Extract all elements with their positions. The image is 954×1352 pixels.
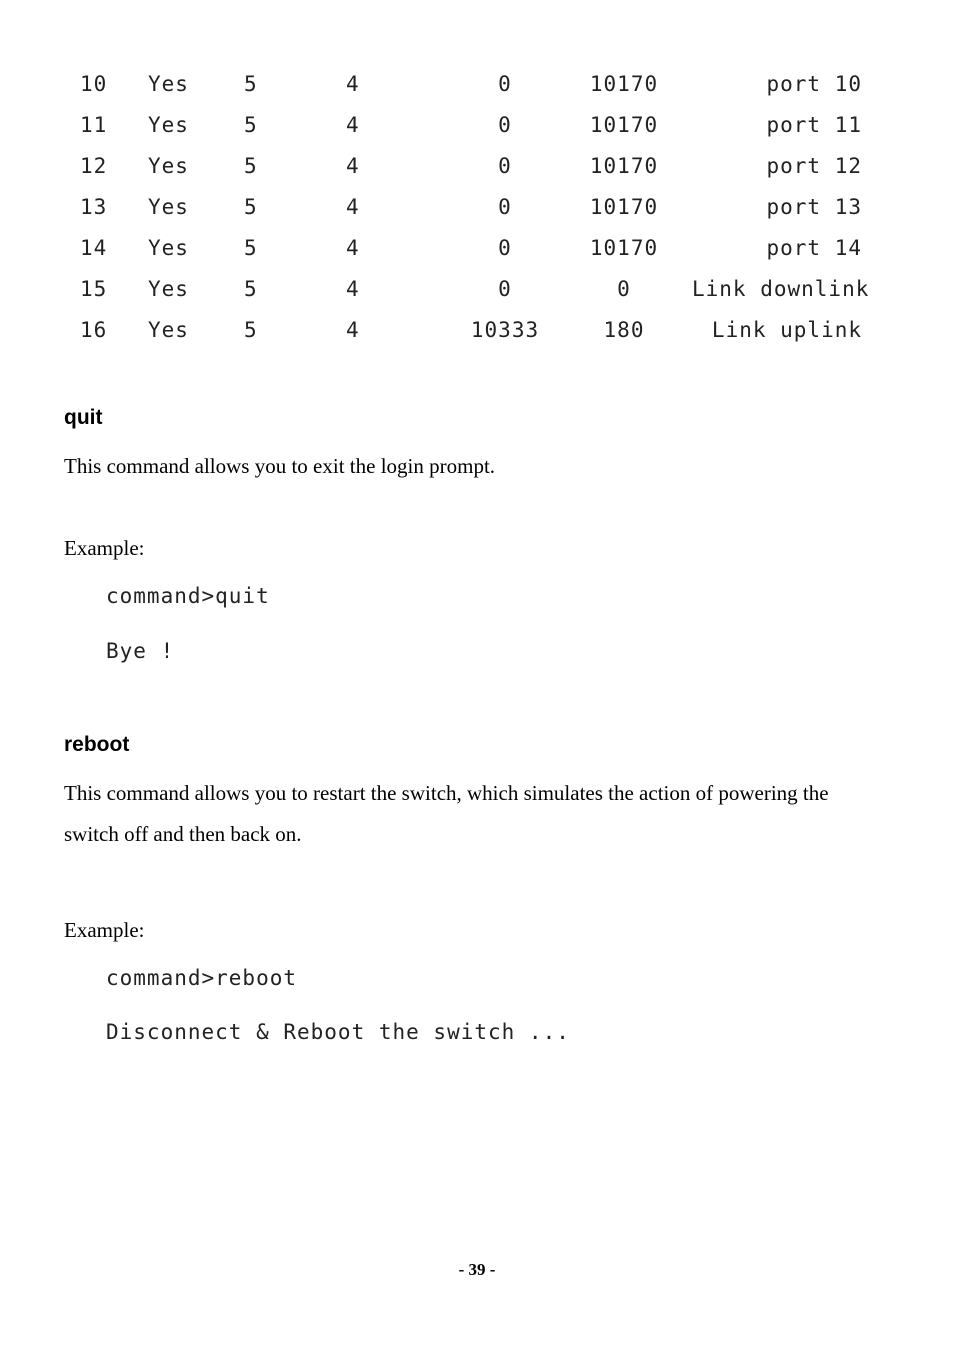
port-name: port 14: [766, 236, 862, 260]
port-number: 16: [80, 318, 108, 342]
quit-description: This command allows you to exit the login prompt.: [64, 454, 496, 478]
quit-code-line: Bye !: [106, 639, 175, 663]
table-row: [0, 228, 954, 269]
port-enabled: Yes: [148, 154, 189, 178]
port-number: 14: [80, 236, 108, 260]
port-value-b: 4: [346, 195, 360, 219]
table-row: [0, 64, 954, 105]
port-value-c: 0: [498, 113, 512, 137]
port-value-a: 5: [244, 277, 258, 301]
reboot-heading: reboot: [64, 733, 130, 756]
port-value-b: 4: [346, 154, 360, 178]
port-enabled: Yes: [148, 113, 189, 137]
port-enabled: Yes: [148, 236, 189, 260]
port-number: 13: [80, 195, 108, 219]
table-row: [0, 310, 954, 351]
port-value-a: 5: [244, 236, 258, 260]
port-value-c: 0: [498, 236, 512, 260]
port-number: 10: [80, 72, 108, 96]
port-value-a: 5: [244, 154, 258, 178]
port-number: 15: [80, 277, 108, 301]
port-value-d: 10170: [589, 195, 659, 219]
port-value-d: 180: [603, 318, 645, 342]
port-number: 12: [80, 154, 108, 178]
port-enabled: Yes: [148, 277, 189, 301]
port-value-b: 4: [346, 72, 360, 96]
port-number: 11: [80, 113, 108, 137]
port-value-c: 10333: [470, 318, 540, 342]
port-value-c: 0: [498, 154, 512, 178]
table-row: [0, 269, 954, 310]
port-value-a: 5: [244, 195, 258, 219]
port-enabled: Yes: [148, 195, 189, 219]
port-table: [0, 64, 954, 351]
reboot-code-line: command>reboot: [106, 966, 298, 990]
port-value-b: 4: [346, 113, 360, 137]
port-name: port 10: [766, 72, 862, 96]
port-value-c: 0: [498, 277, 512, 301]
port-value-d: 10170: [589, 113, 659, 137]
port-value-c: 0: [498, 195, 512, 219]
port-value-d: 10170: [589, 236, 659, 260]
port-value-b: 4: [346, 277, 360, 301]
port-name: port 11: [766, 113, 862, 137]
port-enabled: Yes: [148, 318, 189, 342]
page-number: - 39 -: [458, 1260, 496, 1279]
port-value-b: 4: [346, 318, 360, 342]
port-value-c: 0: [498, 72, 512, 96]
port-value-a: 5: [244, 318, 258, 342]
table-row: [0, 187, 954, 228]
port-name: Link downlink: [692, 277, 870, 301]
quit-example-label: Example:: [64, 536, 145, 560]
reboot-description: This command allows you to restart the switch, which simulates the action of powering the switch off and then back on.: [64, 781, 829, 846]
port-name: port 12: [766, 154, 862, 178]
port-value-d: 10170: [589, 154, 659, 178]
port-name: port 13: [766, 195, 862, 219]
reboot-example-label: Example:: [64, 918, 145, 942]
quit-heading: quit: [64, 406, 103, 429]
port-value-b: 4: [346, 236, 360, 260]
quit-code-line: command>quit: [106, 584, 270, 608]
table-row: [0, 146, 954, 187]
reboot-code-line: Disconnect & Reboot the switch ...: [106, 1020, 570, 1044]
port-enabled: Yes: [148, 72, 189, 96]
port-value-d: 0: [617, 277, 631, 301]
port-value-d: 10170: [589, 72, 659, 96]
port-name: Link uplink: [711, 318, 862, 342]
table-row: [0, 105, 954, 146]
port-value-a: 5: [244, 72, 258, 96]
port-value-a: 5: [244, 113, 258, 137]
